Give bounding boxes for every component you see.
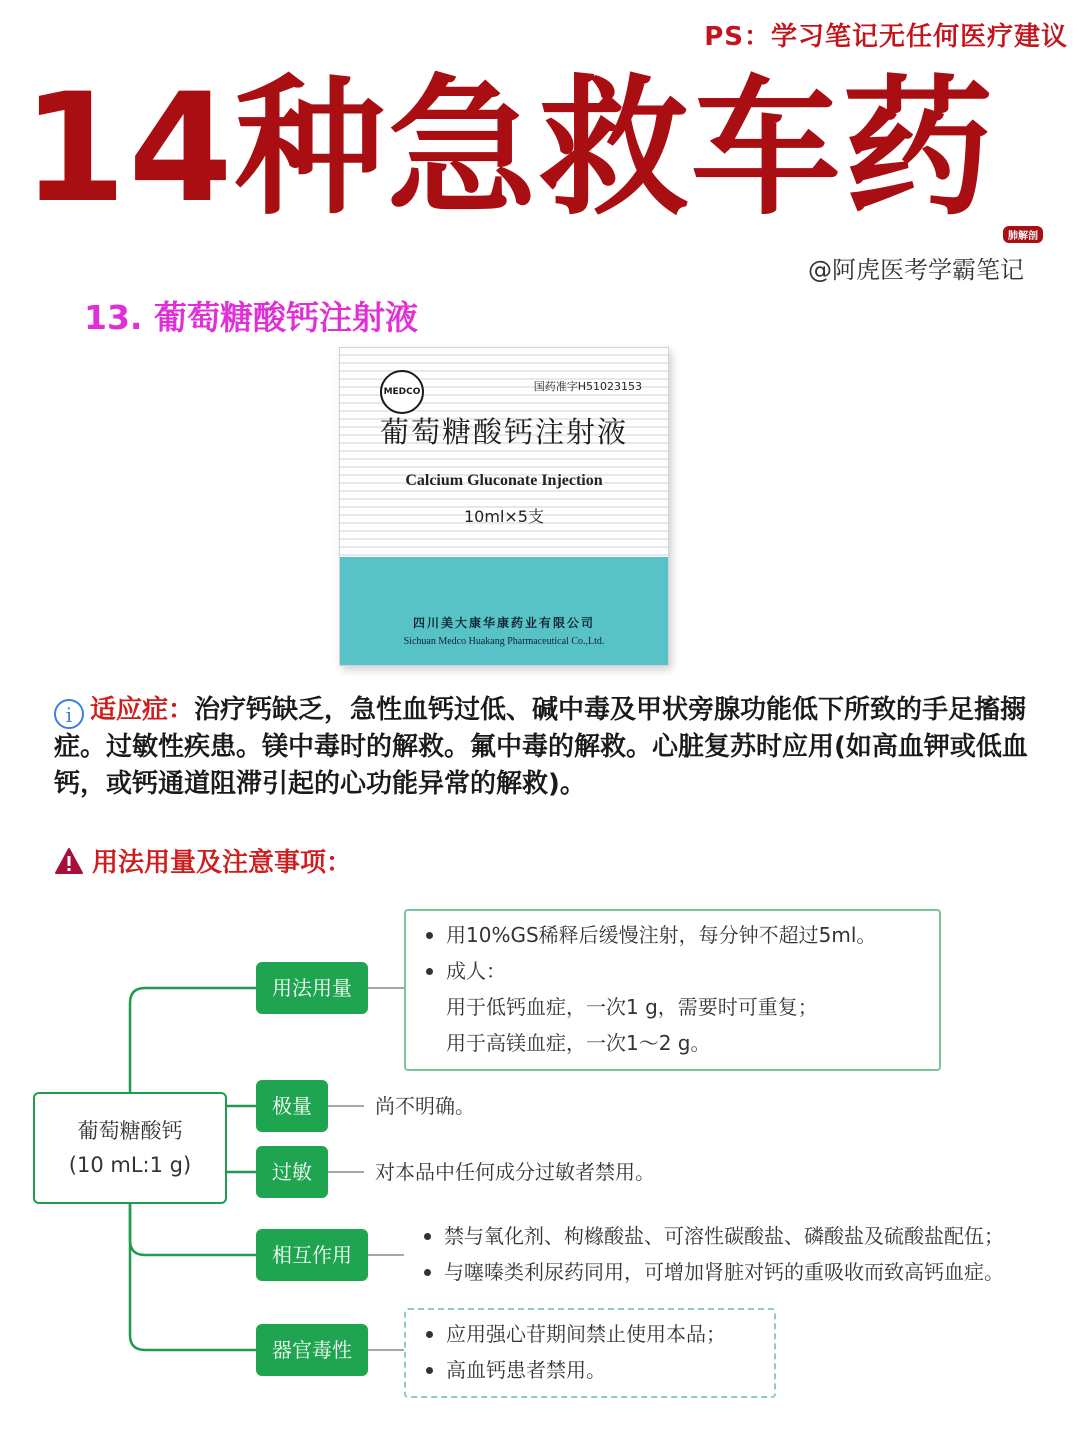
list-item: 应用强心苷期间禁止使用本品； xyxy=(420,1316,756,1352)
manufacturer-en: Sichuan Medco Huakang Pharmaceutical Co.,Ltd. xyxy=(403,636,605,647)
usage-title-text: 用法用量及注意事项： xyxy=(92,848,353,878)
branch-toxicity: 器官毒性 xyxy=(256,1324,368,1376)
indications-text: 治疗钙缺乏，急性血钙过低、碱中毒及甲状旁腺功能低下所致的手足搐搦症。过敏性疾患。镁中毒时的解救。氟中毒的解救。心脏复苏时应用(如高血钾或低血钙，或钙通道阻滞引起的心功能异常的解救)。 xyxy=(54,695,1028,799)
manufacturer-cn: 四川美大康华康药业有限公司 xyxy=(412,616,595,630)
root-spec: (10 mL:1 g) xyxy=(68,1153,192,1177)
bullet-dot xyxy=(426,1367,433,1374)
bullet-dot xyxy=(424,1269,431,1276)
bullet-dot xyxy=(424,1233,431,1240)
approval-number: 国药准字H51023153 xyxy=(533,380,642,393)
allergy-text: 对本品中任何成分过敏者禁用。 xyxy=(375,1160,655,1184)
branch-max-dose: 极量 xyxy=(256,1080,328,1132)
indications-label: 适应症： xyxy=(90,695,195,725)
branch-allergy: 过敏 xyxy=(256,1146,328,1198)
list-item: 成人： xyxy=(420,953,921,989)
author-handle: @阿虎医考学霸笔记 xyxy=(808,256,1024,284)
page-title: 14种急救车药 xyxy=(22,62,995,236)
max-dose-text: 尚不明确。 xyxy=(375,1094,475,1118)
product-name-cn: 葡萄糖酸钙注射液 xyxy=(379,415,628,449)
section-title: 13. 葡萄糖酸钙注射液 xyxy=(84,298,418,337)
branch-interaction: 相互作用 xyxy=(256,1229,368,1281)
list-item: 高血钙患者禁用。 xyxy=(420,1352,756,1388)
indications-paragraph xyxy=(54,692,1034,803)
usage-heading xyxy=(54,842,352,879)
manufacturer-logo: MEDCO xyxy=(380,370,424,414)
product-spec: 10ml×5支 xyxy=(464,507,544,526)
interaction-details xyxy=(418,1218,1078,1290)
product-package-image xyxy=(339,347,669,666)
list-item: 禁与氧化剂、枸橼酸盐、可溶性碳酸盐、磷酸盐及硫酸盐配伍； xyxy=(418,1218,1078,1254)
dosage-details xyxy=(404,909,941,1071)
list-item: 用10%GS稀释后缓慢注射，每分钟不超过5ml。 xyxy=(420,917,921,953)
info-icon: i xyxy=(54,699,84,729)
branch-dosage: 用法用量 xyxy=(256,962,368,1014)
bullet-dot xyxy=(426,932,433,939)
bullet-dot xyxy=(426,968,433,975)
toxicity-details xyxy=(404,1308,776,1398)
bullet-dot xyxy=(426,1331,433,1338)
mindmap-root xyxy=(33,1092,227,1204)
list-subitem: 用于高镁血症，一次1～2 g。 xyxy=(446,1031,711,1055)
warning-icon xyxy=(54,847,84,875)
root-label: 葡萄糖酸钙 xyxy=(77,1119,183,1143)
package-band xyxy=(340,557,668,665)
disclaimer-note: PS：学习笔记无任何医疗建议 xyxy=(704,22,1068,52)
stamp-badge: 肺解剖 xyxy=(1003,226,1043,243)
list-item: 与噻嗪类利尿药同用，可增加肾脏对钙的重吸收而致高钙血症。 xyxy=(418,1254,1078,1290)
list-subitem: 用于低钙血症，一次1 g，需要时可重复； xyxy=(446,995,818,1019)
product-name-en: Calcium Gluconate Injection xyxy=(405,472,603,489)
